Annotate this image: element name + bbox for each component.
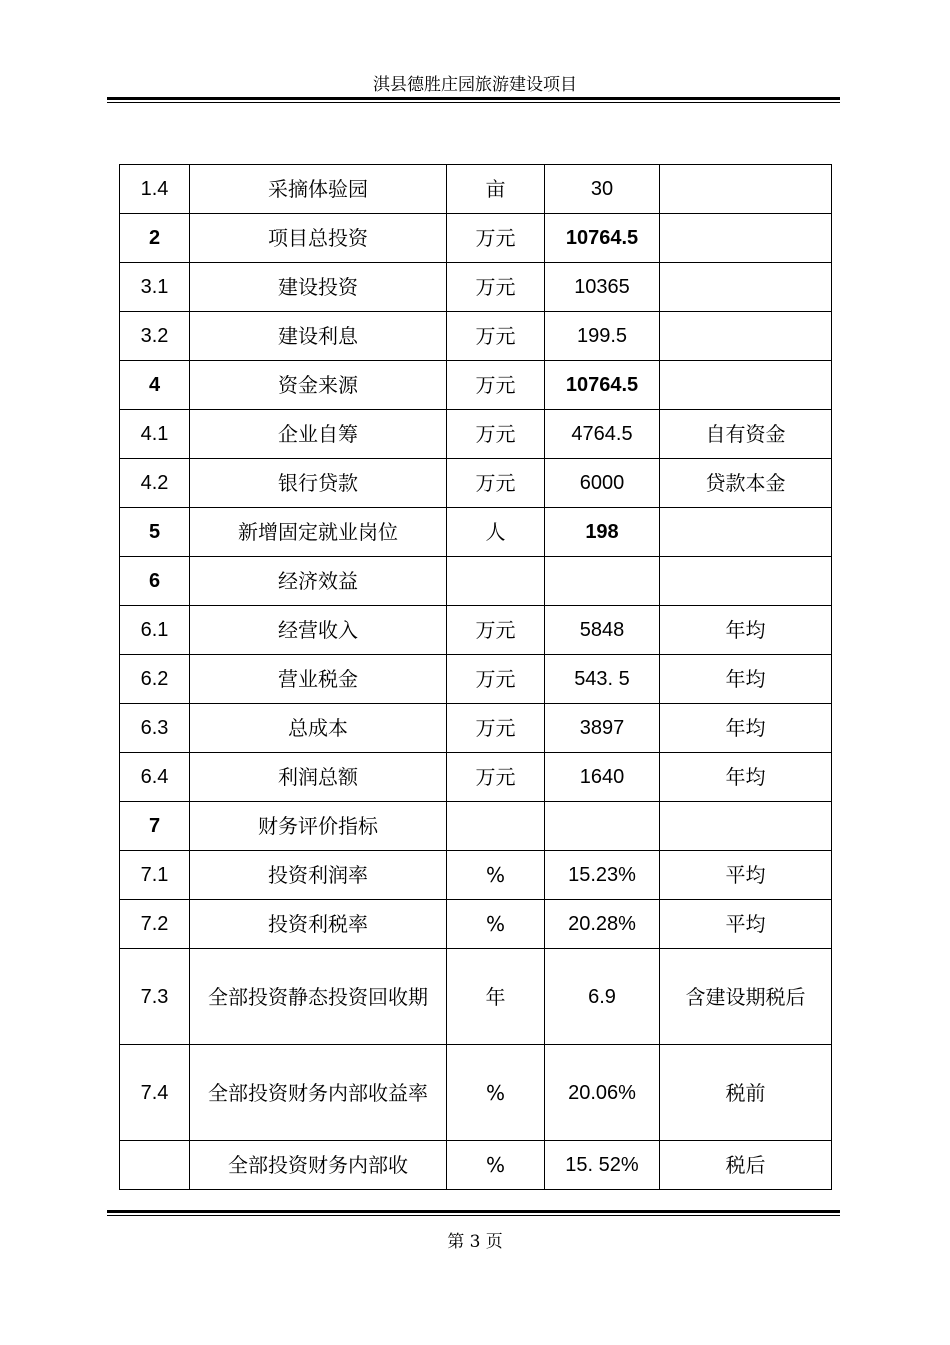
footer-rule-thick	[107, 1210, 840, 1213]
table-body	[120, 165, 832, 1190]
cell-name: 银行贷款	[190, 459, 447, 508]
cell-note	[660, 508, 832, 557]
cell-seq: 6.4	[120, 753, 190, 802]
cell-unit: 万元	[447, 655, 545, 704]
cell-value: 5848	[545, 606, 660, 655]
table-row	[120, 263, 832, 312]
cell-seq: 7	[120, 802, 190, 851]
cell-name: 经营收入	[190, 606, 447, 655]
table-row	[120, 753, 832, 802]
cell-name: 资金来源	[190, 361, 447, 410]
table-row	[120, 312, 832, 361]
cell-value: 20.06%	[545, 1045, 660, 1141]
cell-value: 6000	[545, 459, 660, 508]
cell-seq: 7.2	[120, 900, 190, 949]
cell-seq: 6	[120, 557, 190, 606]
cell-seq: 6.2	[120, 655, 190, 704]
cell-name: 利润总额	[190, 753, 447, 802]
table-row	[120, 214, 832, 263]
cell-name: 项目总投资	[190, 214, 447, 263]
page-header-title: 淇县德胜庄园旅游建设项目	[373, 75, 577, 95]
cell-unit	[447, 557, 545, 606]
cell-value: 543. 5	[545, 655, 660, 704]
cell-unit: %	[447, 900, 545, 949]
cell-unit: %	[447, 851, 545, 900]
cell-note	[660, 802, 832, 851]
cell-name: 总成本	[190, 704, 447, 753]
cell-note	[660, 263, 832, 312]
project-indicator-table	[119, 164, 832, 1190]
cell-note: 年均	[660, 753, 832, 802]
cell-note: 平均	[660, 900, 832, 949]
cell-value	[545, 557, 660, 606]
cell-note	[660, 557, 832, 606]
cell-name: 建设投资	[190, 263, 447, 312]
cell-seq: 4.1	[120, 410, 190, 459]
cell-name: 营业税金	[190, 655, 447, 704]
cell-seq: 7.3	[120, 949, 190, 1045]
cell-unit: 万元	[447, 753, 545, 802]
table-row	[120, 1141, 832, 1190]
cell-value: 4764.5	[545, 410, 660, 459]
table-row	[120, 557, 832, 606]
cell-unit: 万元	[447, 312, 545, 361]
cell-name: 全部投资静态投资回收期	[190, 949, 447, 1045]
cell-value: 15.23%	[545, 851, 660, 900]
cell-value: 20.28%	[545, 900, 660, 949]
header-rule-thick	[107, 97, 840, 100]
cell-seq: 4	[120, 361, 190, 410]
table-row	[120, 655, 832, 704]
cell-unit: 万元	[447, 361, 545, 410]
table-row	[120, 361, 832, 410]
cell-value: 198	[545, 508, 660, 557]
cell-seq: 7.4	[120, 1045, 190, 1141]
cell-value: 10764.5	[545, 214, 660, 263]
cell-name: 全部投资财务内部收	[190, 1141, 447, 1190]
cell-name: 经济效益	[190, 557, 447, 606]
cell-unit: 万元	[447, 459, 545, 508]
cell-note	[660, 312, 832, 361]
cell-note: 贷款本金	[660, 459, 832, 508]
page-number: 第 3 页	[447, 1232, 503, 1252]
cell-value: 1640	[545, 753, 660, 802]
cell-note: 自有资金	[660, 410, 832, 459]
cell-note: 年均	[660, 655, 832, 704]
cell-name: 财务评价指标	[190, 802, 447, 851]
cell-unit: %	[447, 1045, 545, 1141]
table-row	[120, 165, 832, 214]
cell-note	[660, 214, 832, 263]
cell-unit: %	[447, 1141, 545, 1190]
cell-name: 建设利息	[190, 312, 447, 361]
table-row	[120, 1045, 832, 1141]
cell-note: 年均	[660, 606, 832, 655]
cell-seq: 3.1	[120, 263, 190, 312]
cell-unit: 万元	[447, 606, 545, 655]
cell-note	[660, 361, 832, 410]
cell-note	[660, 165, 832, 214]
cell-name: 全部投资财务内部收益率	[190, 1045, 447, 1141]
table-row	[120, 704, 832, 753]
cell-seq: 7.1	[120, 851, 190, 900]
cell-note: 平均	[660, 851, 832, 900]
cell-unit: 人	[447, 508, 545, 557]
table-row	[120, 900, 832, 949]
cell-value: 30	[545, 165, 660, 214]
cell-unit: 年	[447, 949, 545, 1045]
cell-value: 199.5	[545, 312, 660, 361]
cell-seq: 1.4	[120, 165, 190, 214]
cell-value: 10365	[545, 263, 660, 312]
table-row	[120, 606, 832, 655]
cell-note: 含建设期税后	[660, 949, 832, 1045]
cell-unit: 万元	[447, 410, 545, 459]
cell-name: 企业自筹	[190, 410, 447, 459]
table-row	[120, 851, 832, 900]
table-row	[120, 459, 832, 508]
cell-name: 投资利税率	[190, 900, 447, 949]
table-row	[120, 802, 832, 851]
table-row	[120, 949, 832, 1045]
cell-unit: 万元	[447, 263, 545, 312]
cell-value: 10764.5	[545, 361, 660, 410]
cell-seq: 6.3	[120, 704, 190, 753]
footer-rule-thin	[107, 1215, 840, 1216]
cell-seq: 5	[120, 508, 190, 557]
cell-value: 15. 52%	[545, 1141, 660, 1190]
cell-value: 6.9	[545, 949, 660, 1045]
cell-value	[545, 802, 660, 851]
cell-seq: 3.2	[120, 312, 190, 361]
cell-seq	[120, 1141, 190, 1190]
cell-unit: 万元	[447, 214, 545, 263]
cell-seq: 2	[120, 214, 190, 263]
cell-value: 3897	[545, 704, 660, 753]
cell-note: 税前	[660, 1045, 832, 1141]
cell-unit: 亩	[447, 165, 545, 214]
header-rule-thin	[107, 102, 840, 103]
cell-name: 采摘体验园	[190, 165, 447, 214]
cell-name: 新增固定就业岗位	[190, 508, 447, 557]
cell-unit	[447, 802, 545, 851]
table-row	[120, 508, 832, 557]
cell-unit: 万元	[447, 704, 545, 753]
cell-note: 税后	[660, 1141, 832, 1190]
table-row	[120, 410, 832, 459]
cell-note: 年均	[660, 704, 832, 753]
cell-seq: 6.1	[120, 606, 190, 655]
cell-seq: 4.2	[120, 459, 190, 508]
cell-name: 投资利润率	[190, 851, 447, 900]
